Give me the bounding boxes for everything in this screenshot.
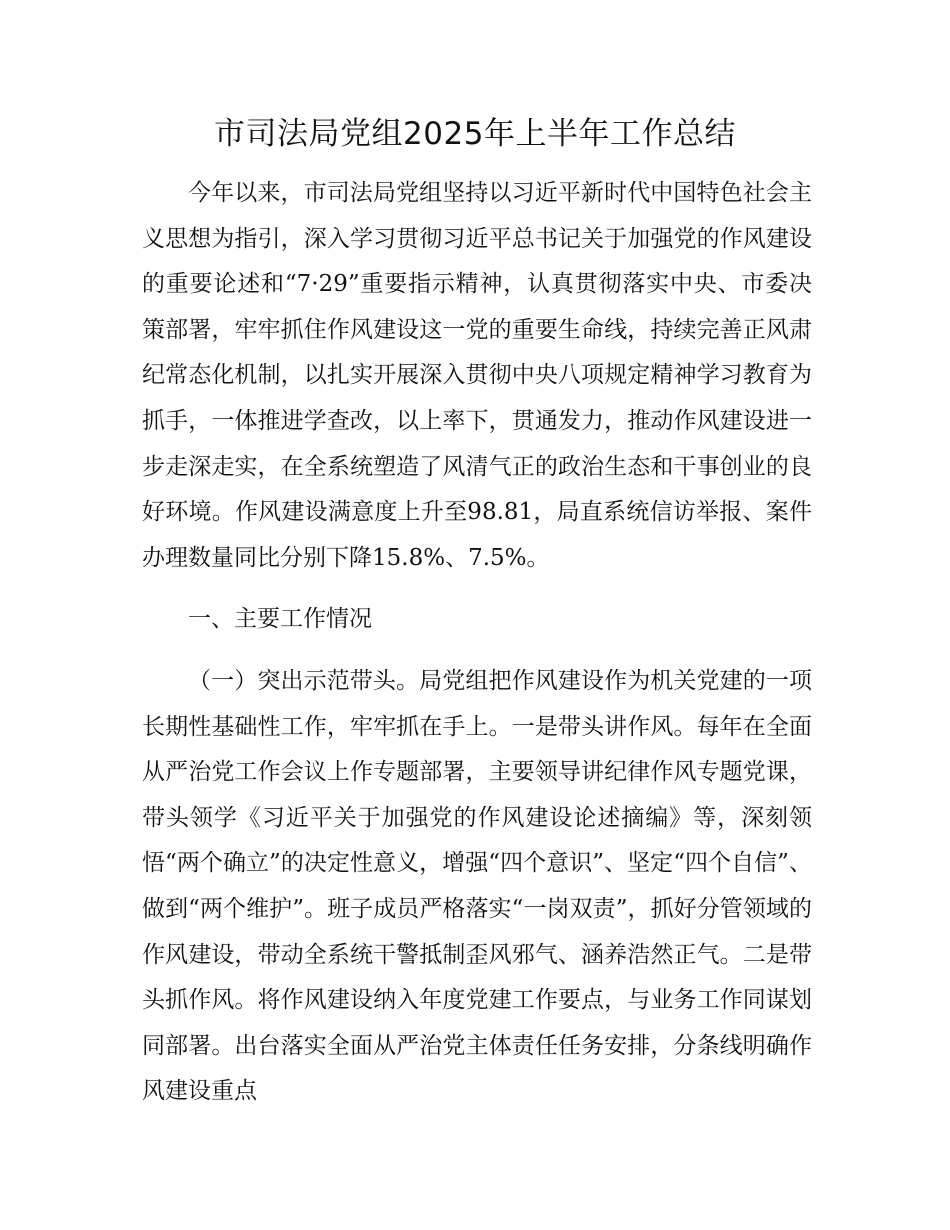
section-heading: 一、主要工作情况 [188,606,372,633]
document-body [142,171,812,1115]
document-title: 市司法局党组2025年上半年工作总结 [214,116,736,152]
section-paragraph: （一）突出示范带头。局党组把作风建设作为机关党建的一项长期性基础性工作，牢牢抓在手上。一是带头讲作风。每年在全面从严治党工作会议上作专题部署，主要领导讲纪律作风专题党课，带头领学《习近平关于加强党的作风建设论述摘编》等，深刻领悟“两个确立”的决定性意义，增强“四个意识”、坚定“四个自信”、做到“两个维护”。班子成员严格落实“一岗双责”，抓好分管领域的作风建设，带动全系统干警抵制歪风邪气、涵养浩然正气。二是带头抓作风。将作风建设纳入年度党建工作要点，与业务工作同谋划同部署。出台落实全面从严治党主体责任任务安排，分条线明确作风建设重点 [142,667,812,1105]
intro-paragraph: 今年以来，市司法局党组坚持以习近平新时代中国特色社会主义思想为指引，深入学习贯彻习近平总书记关于加强党的作风建设的重要论述和“7·29”重要指示精神，认真贯彻落实中央、市委决策部署，牢牢抓住作风建设这一党的重要生命线，持续完善正风肃纪常态化机制，以扎实开展深入贯彻中央八项规定精神学习教育为抓手，一体推进学查改，以上率下，贯通发力，推动作风建设进一步走深走实，在全系统塑造了风清气正的政治生态和干事创业的良好环境。作风建设满意度上升至98.81，局直系统信访举报、案件办理数量同比分别下降15.8%、7.5%。 [142,180,812,571]
